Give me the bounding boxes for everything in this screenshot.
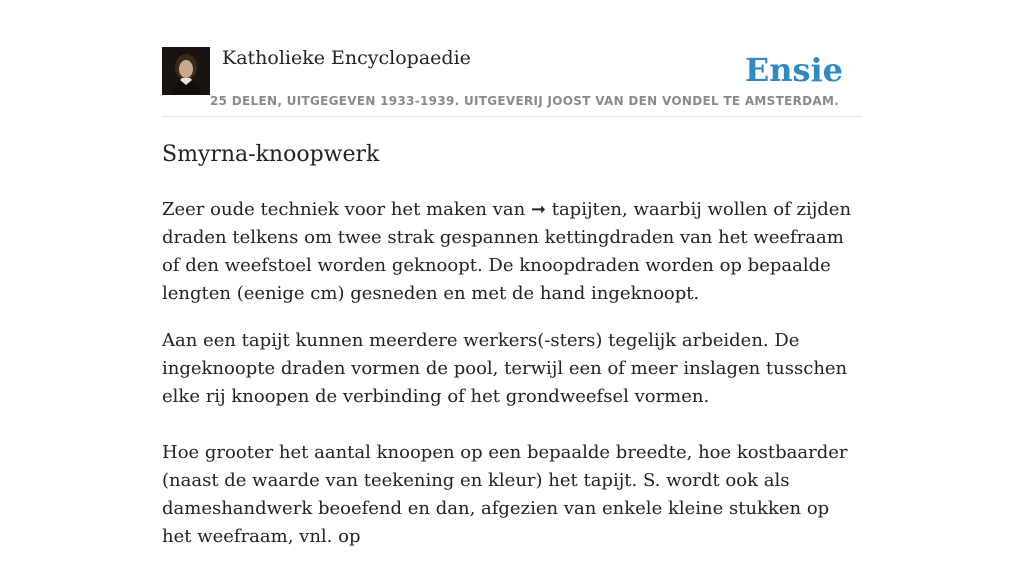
ensie-logo-link[interactable]: Ensie	[744, 51, 843, 89]
article-paragraph: Aan een tapijt kunnen meerdere werkers(-sters) tegelijk arbeiden. De ingeknoopte draden vormen de pool, terwijl een of meer inslagen tusschen elke rij knoopen de verbinding of het grondweefsel vormen.	[162, 330, 848, 407]
source-title[interactable]: Katholieke Encyclopaedie	[222, 47, 471, 69]
article-paragraph: Zeer oude techniek voor het maken van ➞ tapijten, waarbij wollen of zijden draden telkens om twee strak gespannen kettingdraden van het weefraam of den weefstoel worden geknoopt. De knoopdraden worden op bepaalde lengten (eenige cm) gesneden en met de hand ingeknoopt.	[162, 199, 852, 304]
source-subtitle: 25 DELEN, UITGEGEVEN 1933-1939. UITGEVERIJ JOOST VAN DEN VONDEL TE AMSTERDAM.	[210, 94, 840, 108]
source-avatar[interactable]	[162, 47, 210, 95]
portrait-icon	[162, 47, 210, 95]
entry-title: Smyrna-knoopwerk	[162, 142, 380, 167]
article-paragraph: Hoe grooter het aantal knoopen op een bepaalde breedte, hoe kostbaarder (naast de waarde van teekening en kleur) het tapijt. S. wordt ook als dameshandwerk beoefend en dan, afgezien van enkele kleine stukken op het weefraam, vnl. op	[162, 442, 848, 547]
source-header	[162, 46, 862, 117]
article	[162, 139, 862, 570]
